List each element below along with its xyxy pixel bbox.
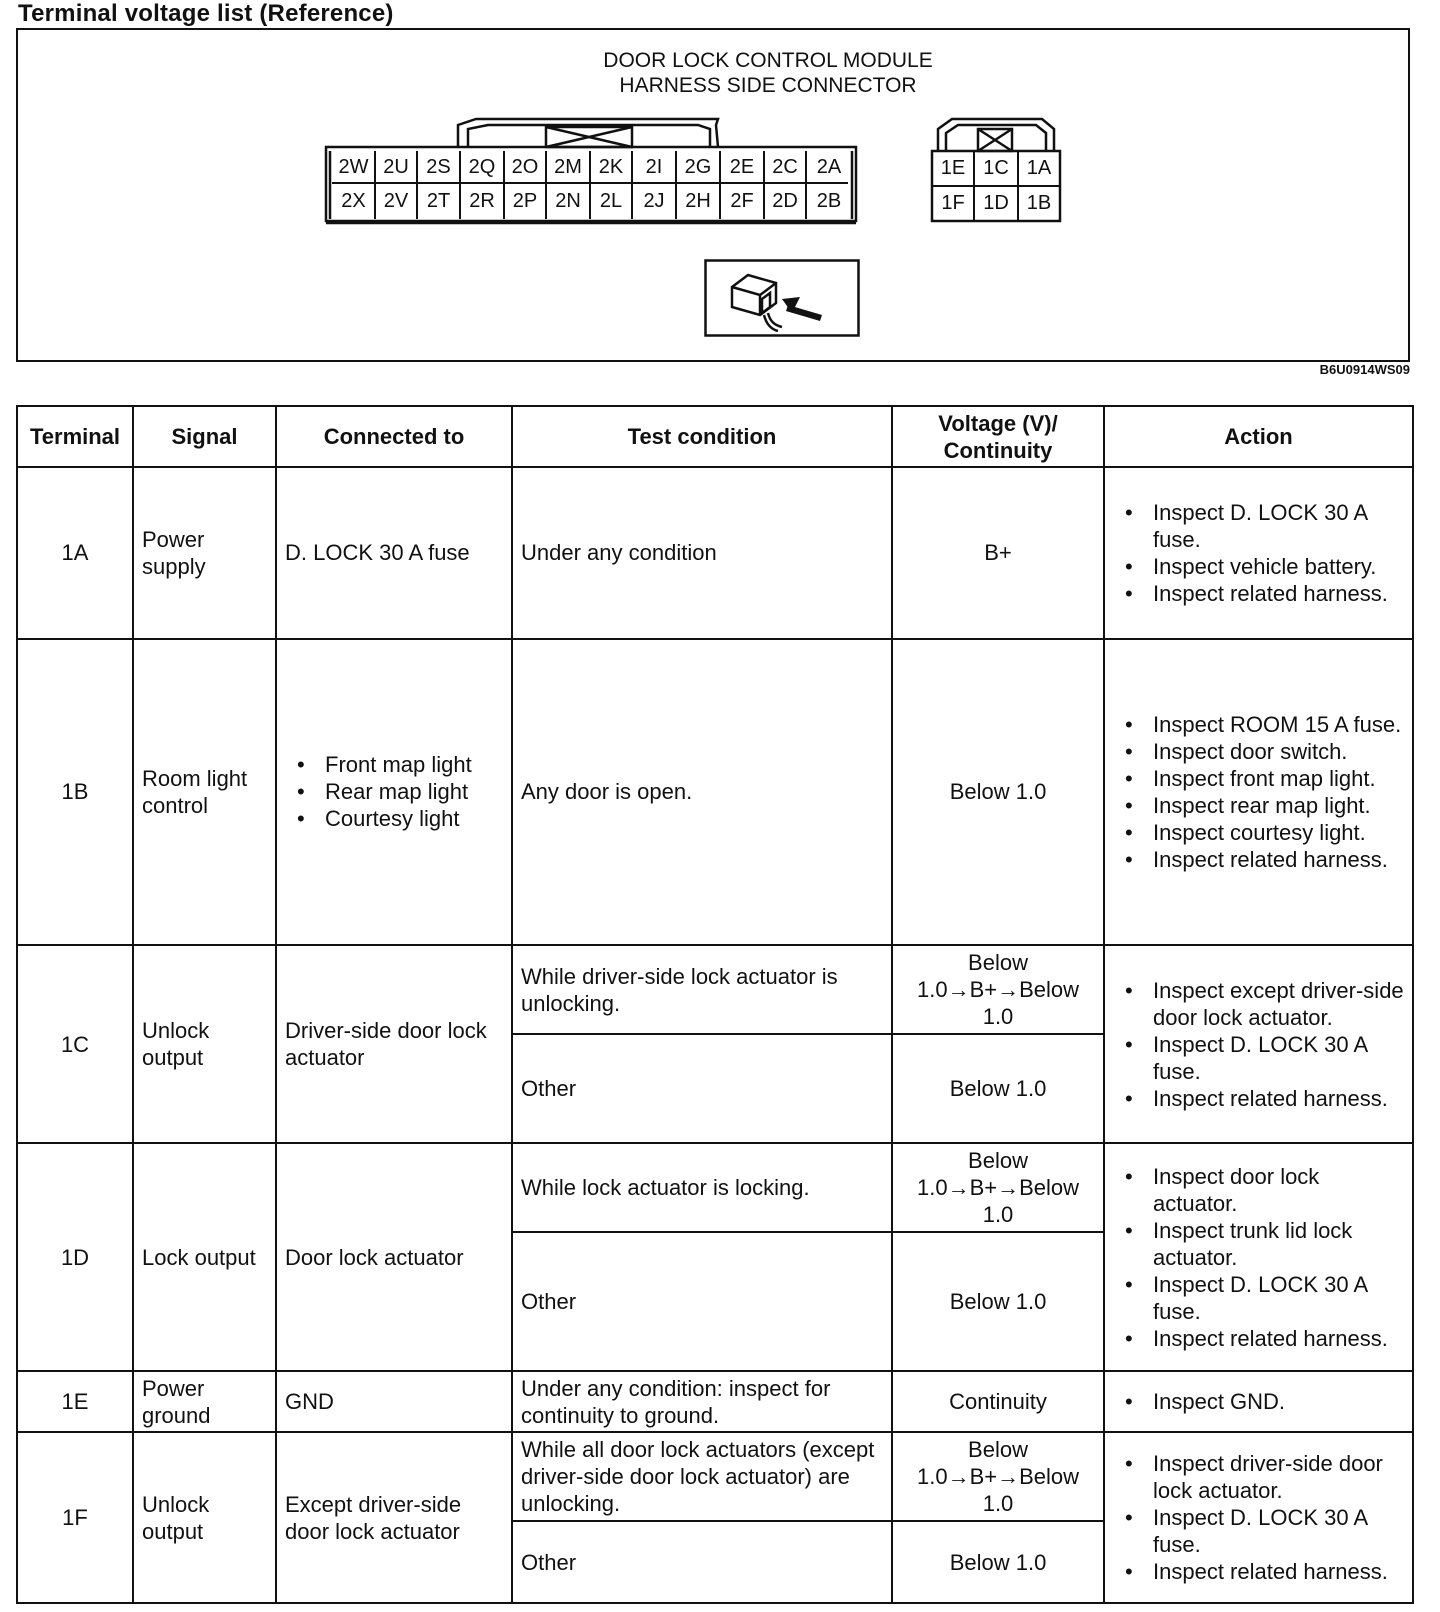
diagram-title — [578, 48, 958, 98]
action-item: • Inspect trunk lid lock actuator. — [1153, 1217, 1404, 1271]
test-condition-cell: Any door is open. — [512, 639, 892, 945]
signal-line: ground — [142, 1402, 211, 1428]
connector-1-pins — [932, 151, 1060, 223]
voltage-cell — [892, 945, 1104, 1034]
voltage-cell: Below 1.0 — [892, 1232, 1104, 1371]
terminal-voltage-table — [16, 405, 1414, 1604]
voltage-line: Below — [968, 1148, 1028, 1174]
header-voltage-line1: Voltage (V)/ — [938, 410, 1058, 436]
action-item: • Inspect related harness. — [1153, 580, 1404, 607]
pin-label: 1B — [1026, 192, 1052, 214]
action-item: • Inspect D. LOCK 30 A fuse. — [1153, 1504, 1404, 1558]
connected-to-cell: GND — [276, 1371, 512, 1432]
signal-line: Power — [142, 526, 205, 552]
pin-label: 2U — [383, 156, 409, 178]
action-item: • Inspect related harness. — [1153, 1085, 1404, 1112]
action-item: • Inspect driver-side door lock actuator. — [1153, 1450, 1404, 1504]
action-item: • Inspect D. LOCK 30 A fuse. — [1153, 499, 1404, 553]
voltage-line: 1.0 — [982, 1491, 1014, 1517]
pin-label: 2Q — [468, 156, 496, 178]
action-cell — [1104, 945, 1413, 1143]
signal-cell: Lock output — [133, 1143, 276, 1371]
voltage-line: Below — [968, 1437, 1028, 1463]
pin-label: 2A — [816, 156, 842, 178]
pin-label: 1A — [1026, 157, 1052, 179]
pin-label: 2H — [685, 190, 711, 212]
action-item: • Inspect vehicle battery. — [1153, 553, 1404, 580]
voltage-line: 1.0 — [982, 1004, 1014, 1030]
test-condition-cell: Other — [512, 1034, 892, 1143]
connected-to-cell: D. LOCK 30 A fuse — [276, 467, 512, 639]
signal-line: Room light — [142, 765, 248, 791]
action-cell — [1104, 639, 1413, 945]
terminal-cell: 1A — [17, 467, 133, 639]
pin-label: 2L — [599, 190, 623, 212]
pin-label: 2I — [645, 156, 663, 178]
pin-label: 2T — [426, 190, 451, 212]
signal-cell — [133, 945, 276, 1143]
header-signal: Signal — [133, 406, 276, 467]
pin-label: 2J — [643, 190, 665, 212]
signal-cell — [133, 1432, 276, 1603]
action-item: • Inspect D. LOCK 30 A fuse. — [1153, 1271, 1404, 1325]
connected-to-cell — [276, 639, 512, 945]
voltage-line: Below — [968, 950, 1028, 976]
page-title: Terminal voltage list (Reference) — [18, 0, 394, 27]
pin-label: 1C — [983, 157, 1009, 179]
signal-line: output — [142, 1518, 204, 1544]
signal-line: supply — [142, 553, 206, 579]
connected-to-cell: Except driver-side door lock actuator — [276, 1432, 512, 1603]
header-action: Action — [1104, 406, 1413, 467]
pin-label: 2B — [816, 190, 842, 212]
test-condition-cell: Other — [512, 1232, 892, 1371]
pin-label: 2F — [730, 190, 754, 212]
signal-cell — [133, 1371, 276, 1432]
voltage-cell: Below 1.0 — [892, 1034, 1104, 1143]
connected-item: • Front map light — [325, 751, 503, 778]
signal-line: Power — [142, 1375, 205, 1401]
action-item: • Inspect related harness. — [1153, 1558, 1404, 1585]
table-row — [17, 639, 1413, 945]
terminal-cell: 1D — [17, 1143, 133, 1371]
test-condition-cell: Under any condition: inspect for continuity to ground. — [512, 1371, 892, 1432]
diagram-title-line2: HARNESS SIDE CONNECTOR — [619, 74, 917, 97]
pin-label: 2P — [512, 190, 538, 212]
pin-label: 2S — [426, 156, 451, 178]
table-row — [17, 1143, 1413, 1232]
pin-label: 2R — [469, 190, 495, 212]
action-item: • Inspect door lock actuator. — [1153, 1163, 1404, 1217]
signal-line: control — [142, 792, 209, 818]
test-condition-cell: While all door lock actuators (except driver-side door lock actuator) are unlocking. — [512, 1432, 892, 1521]
connector-2-pins — [332, 150, 852, 222]
action-item: • Inspect front map light. — [1153, 765, 1404, 792]
action-item: • Inspect related harness. — [1153, 846, 1404, 873]
test-condition-cell: Other — [512, 1521, 892, 1603]
action-cell — [1104, 1143, 1413, 1371]
action-cell — [1104, 1371, 1413, 1432]
header-voltage — [892, 406, 1104, 467]
signal-cell — [133, 467, 276, 639]
pin-label: 2K — [598, 156, 624, 178]
pin-label: 1F — [941, 192, 965, 214]
voltage-line: 1.0→B+→Below — [916, 977, 1080, 1003]
connected-to-cell: Driver-side door lock actuator — [276, 945, 512, 1143]
connected-to-cell: Door lock actuator — [276, 1143, 512, 1371]
diagram-title-line1: DOOR LOCK CONTROL MODULE — [603, 49, 933, 72]
header-connected-to: Connected to — [276, 406, 512, 467]
connector-diagram — [16, 28, 1410, 362]
signal-line: Unlock — [142, 1491, 210, 1517]
table-row — [17, 467, 1413, 639]
voltage-cell: Below 1.0 — [892, 1521, 1104, 1603]
test-condition-cell: While driver-side lock actuator is unlocking. — [512, 945, 892, 1034]
pin-label: 2W — [338, 156, 369, 178]
pin-label: 2O — [511, 156, 539, 178]
table-row — [17, 945, 1413, 1034]
harness-side-view-icon — [704, 259, 860, 337]
pin-label: 2X — [341, 190, 366, 212]
pin-label: 2N — [555, 190, 581, 212]
table-row — [17, 1371, 1413, 1432]
connected-item: • Courtesy light — [325, 805, 503, 832]
header-terminal: Terminal — [17, 406, 133, 467]
table-row — [17, 1432, 1413, 1521]
action-item: • Inspect related harness. — [1153, 1325, 1404, 1352]
voltage-line: 1.0→B+→Below — [916, 1464, 1080, 1490]
terminal-cell: 1B — [17, 639, 133, 945]
action-item: • Inspect D. LOCK 30 A fuse. — [1153, 1031, 1404, 1085]
signal-line: output — [142, 1045, 204, 1071]
action-item: • Inspect ROOM 15 A fuse. — [1153, 711, 1404, 738]
pin-label: 2C — [772, 156, 798, 178]
signal-line: Unlock — [142, 1018, 210, 1044]
pin-label: 1D — [983, 192, 1009, 214]
table-header-row — [17, 406, 1413, 467]
voltage-cell — [892, 1143, 1104, 1232]
action-item: • Inspect except driver-side door lock actuator. — [1153, 977, 1404, 1031]
voltage-cell: B+ — [892, 467, 1104, 639]
voltage-cell — [892, 1432, 1104, 1521]
voltage-line: 1.0 — [982, 1202, 1014, 1228]
voltage-cell: Continuity — [892, 1371, 1104, 1432]
terminal-cell: 1E — [17, 1371, 133, 1432]
action-item: • Inspect courtesy light. — [1153, 819, 1404, 846]
diagram-code: B6U0914WS09 — [1319, 362, 1410, 377]
voltage-cell: Below 1.0 — [892, 639, 1104, 945]
terminal-cell: 1C — [17, 945, 133, 1143]
test-condition-cell: Under any condition — [512, 467, 892, 639]
header-voltage-line2: Continuity — [943, 437, 1053, 463]
terminal-cell: 1F — [17, 1432, 133, 1603]
action-item: • Inspect GND. — [1153, 1388, 1404, 1415]
pin-label: 2M — [554, 156, 582, 178]
pin-label: 1E — [940, 157, 966, 179]
voltage-line: 1.0→B+→Below — [916, 1175, 1080, 1201]
pin-label: 2V — [383, 190, 409, 212]
action-cell — [1104, 467, 1413, 639]
header-test-condition: Test condition — [512, 406, 892, 467]
action-cell — [1104, 1432, 1413, 1603]
action-item: • Inspect door switch. — [1153, 738, 1404, 765]
action-item: • Inspect rear map light. — [1153, 792, 1404, 819]
test-condition-cell: While lock actuator is locking. — [512, 1143, 892, 1232]
pin-label: 2G — [684, 156, 712, 178]
connected-item: • Rear map light — [325, 778, 503, 805]
signal-cell — [133, 639, 276, 945]
pin-label: 2E — [729, 156, 755, 178]
pin-label: 2D — [772, 190, 798, 212]
